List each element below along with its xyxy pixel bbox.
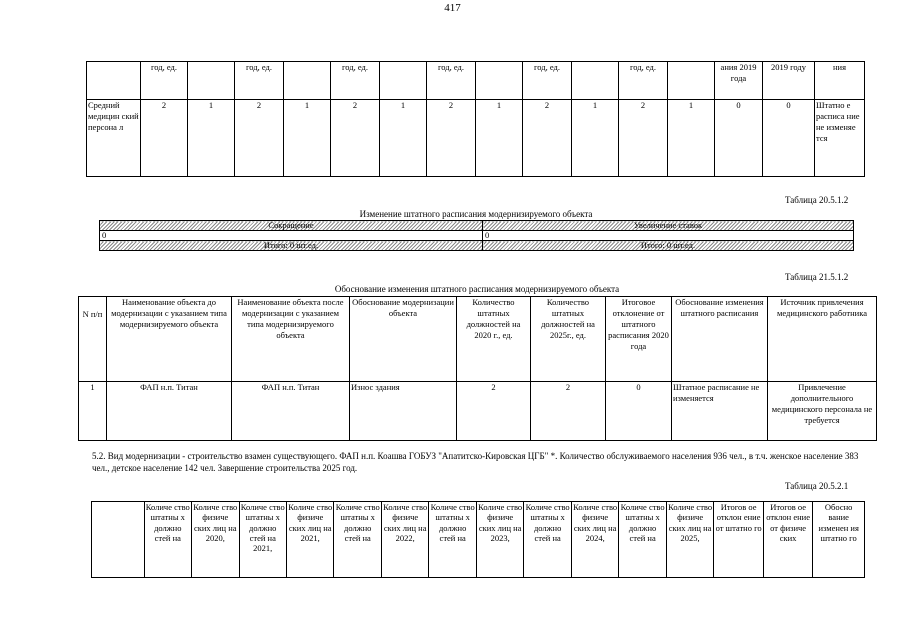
table1-header-cell: год, ед. [235, 62, 284, 100]
table3-cell: 2 [531, 382, 606, 441]
table1-cell: Штатно е расписа ние не изменяе тся [815, 100, 865, 177]
table-caption-20512: Таблица 20.5.1.2 [785, 195, 849, 205]
table3-cell: Привлечение дополнительного медицинского персонала не требуется [768, 382, 877, 441]
table3-cell: ФАП н.п. Титан [232, 382, 350, 441]
table1-cell: 2 [427, 100, 476, 177]
table1-header-cell [188, 62, 235, 100]
table2-reduction-value: 0 [100, 231, 483, 241]
table1-header-cell: ния [815, 62, 865, 100]
table1-cell: Средний медицин ский персона л [87, 100, 141, 177]
table1-cell: 2 [235, 100, 284, 177]
table1-cell: 1 [476, 100, 523, 177]
table4-header-row [92, 502, 865, 578]
table4-header-cell: Количе ство физиче ских лиц на 2020, [192, 502, 239, 578]
table4-header-cell: Итогов ое отклон ение от штатно го [714, 502, 764, 578]
table3-header-cell: Наименование объекта после модернизации с указанием типа модернизируемого объекта [232, 297, 350, 382]
table-caption-21512: Таблица 21.5.1.2 [785, 272, 849, 282]
table2-reduction-total: Итого: 0 шт.ед. [100, 241, 483, 251]
table2-header-row [100, 221, 854, 231]
table3-cell: Штатное расписание не изменяется [672, 382, 768, 441]
table2-header-increase: Увеличение ставок [483, 221, 854, 231]
table-caption-20521: Таблица 20.5.2.1 [785, 481, 849, 491]
table3-cell: Износ здания [350, 382, 457, 441]
table4-header-cell: Количе ство физиче ских лиц на 2025, [666, 502, 713, 578]
table4-header-cell [92, 502, 145, 578]
table4-header-cell: Количе ство физиче ских лиц на 2021, [286, 502, 333, 578]
table1-cell: 1 [380, 100, 427, 177]
table3-header-cell: Итоговое отклонение от штатного расписания 2020 года [606, 297, 672, 382]
table1-row [87, 100, 865, 177]
table2-increase-total: Итого: 0 шт.ед. [483, 241, 854, 251]
table1-header-cell [476, 62, 523, 100]
table1-cell: 0 [715, 100, 763, 177]
table4-header-cell: Количе ство штатны х должно стей на [429, 502, 476, 578]
staffing-table-5-2 [91, 501, 865, 578]
table1-header-cell: год, ед. [331, 62, 380, 100]
table1-header-row [87, 62, 865, 100]
table4-header-cell: Количе ство штатны х должно стей на [524, 502, 571, 578]
table3-title: Обоснование изменения штатного расписания модернизируемого объекта [334, 284, 620, 294]
table1-header-cell: ания 2019 года [715, 62, 763, 100]
table1-header-cell: год, ед. [141, 62, 188, 100]
table1-cell: 2 [141, 100, 188, 177]
page-number: 417 [444, 2, 461, 14]
table1-cell: 2 [331, 100, 380, 177]
table1-cell: 1 [188, 100, 235, 177]
table3-header-cell: Количество штатных должностей на 2020 г., ед. [457, 297, 531, 382]
table1-header-cell [572, 62, 619, 100]
table2-increase-value: 0 [483, 231, 854, 241]
table3-header-cell: Источник привлечения медицинского работника [768, 297, 877, 382]
table1-header-cell [87, 62, 141, 100]
table1-cell: 2 [523, 100, 572, 177]
table4-header-cell: Количе ство физиче ских лиц на 2023, [476, 502, 523, 578]
table4-header-cell: Количе ство штатны х должно стей на [144, 502, 191, 578]
table3-header-cell: Наименование объекта до модернизации с указанием типа модернизируемого объекта [107, 297, 232, 382]
table1-header-cell: год, ед. [427, 62, 476, 100]
table2-title: Изменение штатного расписания модернизируемого объекта [359, 209, 593, 219]
table1-cell: 2 [619, 100, 668, 177]
table1-header-cell [668, 62, 715, 100]
table4-header-cell: Количе ство физиче ских лиц на 2022, [381, 502, 428, 578]
table3-header-cell: Количество штатных должностей на 2025г., ед. [531, 297, 606, 382]
section-5-2-paragraph: 5.2. Вид модернизации - строительство взамен существующего. ФАП н.п. Коашва ГОБУЗ "Апатитско-Кировская ЦГБ" *. Количество обслуживаемого населения 936 чел., в т.ч. женское население 383 чел., детское население 142 чел. Завершение строительства 2025 год. [92, 451, 859, 473]
table3-cell: 0 [606, 382, 672, 441]
table3-cell: 2 [457, 382, 531, 441]
table1-header-cell: год, ед. [523, 62, 572, 100]
staffing-table-continued [86, 61, 865, 177]
table4-header-cell: Итогов ое отклон ение от физиче ских [763, 502, 813, 578]
table3-header-cell: Обоснование модернизации объекта [350, 297, 457, 382]
table3-header-row [79, 297, 877, 382]
staffing-change-table [99, 220, 854, 251]
table1-header-cell: год, ед. [619, 62, 668, 100]
table4-header-cell: Количе ство штатны х должно стей на [334, 502, 381, 578]
table1-cell: 0 [763, 100, 815, 177]
table3-header-cell: N п/п [79, 297, 107, 382]
table4-header-cell: Обосно вание изменен ия штатно го [813, 502, 865, 578]
table2-value-row [100, 231, 854, 241]
table2-total-row [100, 241, 854, 251]
justification-table [78, 296, 877, 441]
table2-header-reduction: Сокращение [100, 221, 483, 231]
table3-cell: ФАП н.п. Титан [107, 382, 232, 441]
table1-cell: 1 [668, 100, 715, 177]
table1-header-cell [380, 62, 427, 100]
table1-header-cell: 2019 году [763, 62, 815, 100]
table3-row [79, 382, 877, 441]
table1-cell: 1 [572, 100, 619, 177]
table4-header-cell: Количе ство физиче ских лиц на 2024, [571, 502, 618, 578]
table1-header-cell [284, 62, 331, 100]
table3-header-cell: Обоснование изменения штатного расписания [672, 297, 768, 382]
table4-header-cell: Количе ство штатны х должно стей на 2021, [239, 502, 286, 578]
table3-cell: 1 [79, 382, 107, 441]
table1-cell: 1 [284, 100, 331, 177]
table4-header-cell: Количе ство штатны х должно стей на [619, 502, 666, 578]
